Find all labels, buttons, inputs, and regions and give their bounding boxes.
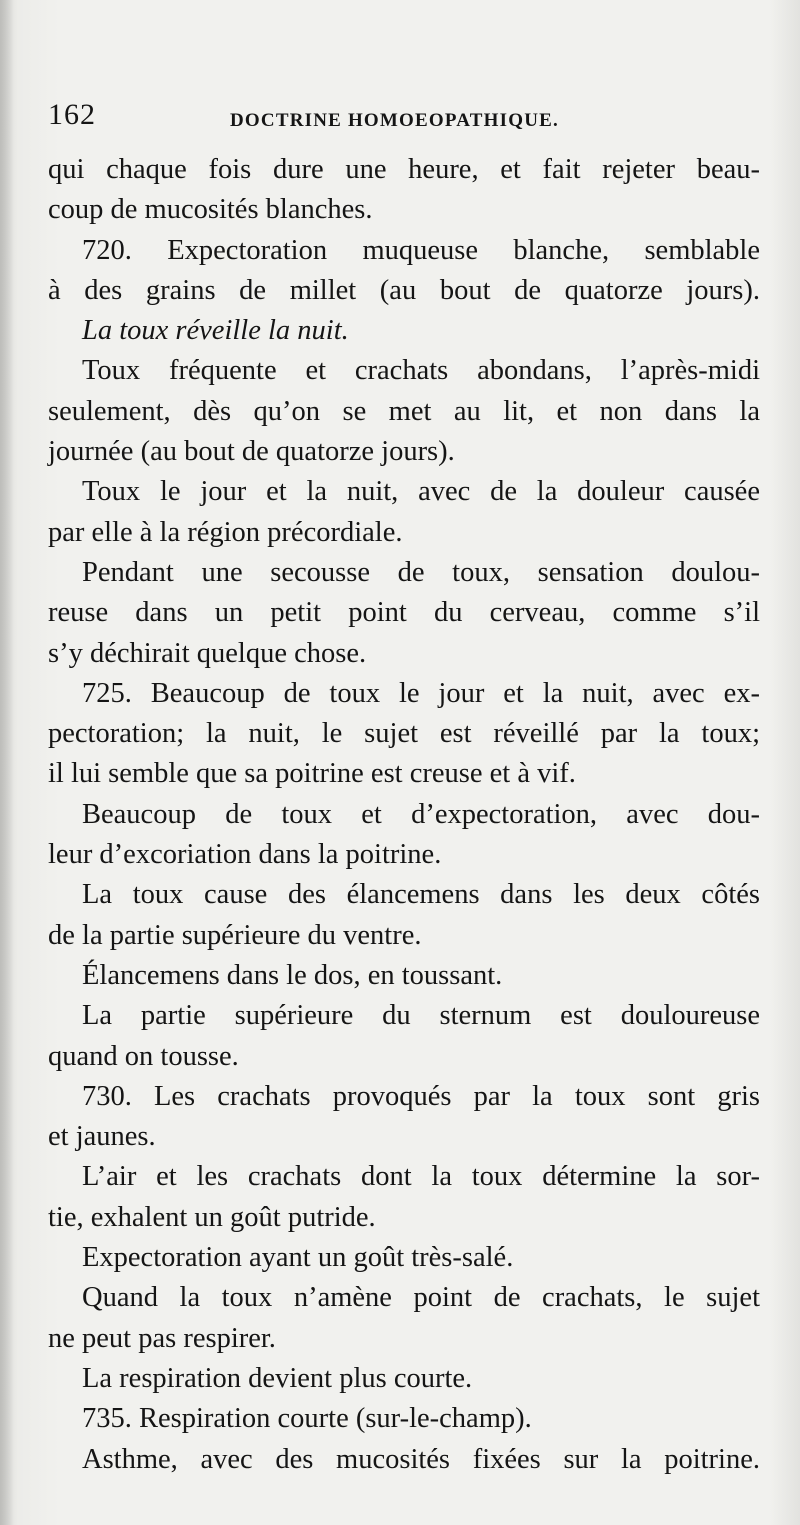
symptom-725: 725. Beaucoup de toux le jour et la nuit, avec ex- <box>82 677 760 709</box>
text-line: La respiration devient plus courte. <box>82 1362 473 1394</box>
text-line: L’air et les crachats dont la toux détermine la sor- <box>82 1161 760 1193</box>
page-number: 162 <box>48 98 96 131</box>
italic-heading: La toux réveille la nuit. <box>82 315 349 347</box>
text-line: Élancemens dans le dos, en toussant. <box>82 959 503 991</box>
text-line: leur d’excoriation dans la poitrine. <box>48 839 442 871</box>
text-line: Beaucoup de toux et d’expectoration, avec dou- <box>82 798 760 830</box>
text-line: ne peut pas respirer. <box>48 1322 276 1354</box>
text-line: Quand la toux n’amène point de crachats, le sujet <box>82 1282 760 1314</box>
text-line: et jaunes. <box>48 1121 156 1153</box>
text-line: Toux fréquente et crachats abondans, l’après-midi <box>82 355 760 387</box>
text-line: coup de mucosités blanches. <box>48 194 373 226</box>
text-line: La partie supérieure du sternum est douloureuse <box>82 1000 760 1032</box>
symptom-730: 730. Les crachats provoqués par la toux sont gris <box>82 1080 760 1112</box>
text-line: Toux le jour et la nuit, avec de la douleur causée <box>82 476 760 508</box>
text-line: seulement, dès qu’on se met au lit, et non dans la <box>48 395 760 427</box>
running-title: DOCTRINE HOMOEOPATHIQUE. <box>230 110 559 131</box>
text-line: tie, exhalent un goût putride. <box>48 1201 376 1233</box>
page-header <box>48 98 748 138</box>
text-line: qui chaque fois dure une heure, et fait rejeter beau- <box>48 154 760 185</box>
text-line: journée (au bout de quatorze jours). <box>48 436 455 468</box>
text-line: reuse dans un petit point du cerveau, comme s’il <box>48 597 760 629</box>
body-text <box>48 150 760 1480</box>
text-line: de la partie supérieure du ventre. <box>48 919 422 951</box>
text-line: à des grains de millet (au bout de quatorze jours). <box>48 274 760 306</box>
symptom-735: 735. Respiration courte (sur-le-champ). <box>82 1403 532 1435</box>
text-line: par elle à la région précordiale. <box>48 516 403 548</box>
text-line: quand on tousse. <box>48 1040 239 1072</box>
symptom-720: 720. Expectoration muqueuse blanche, semblable <box>82 234 760 266</box>
gutter-shadow <box>0 0 14 1525</box>
text-line: Expectoration ayant un goût très-salé. <box>82 1242 514 1274</box>
text-line: Pendant une secousse de toux, sensation doulou- <box>82 556 760 588</box>
text-line: pectoration; la nuit, le sujet est réveillé par la toux; <box>48 718 760 750</box>
text-line: La toux cause des élancemens dans les deux côtés <box>82 879 760 911</box>
text-line: il lui semble que sa poitrine est creuse et à vif. <box>48 758 576 790</box>
text-line: s’y déchirait quelque chose. <box>48 637 367 669</box>
text-line: Asthme, avec des mucosités fixées sur la poitrine. <box>82 1443 760 1475</box>
